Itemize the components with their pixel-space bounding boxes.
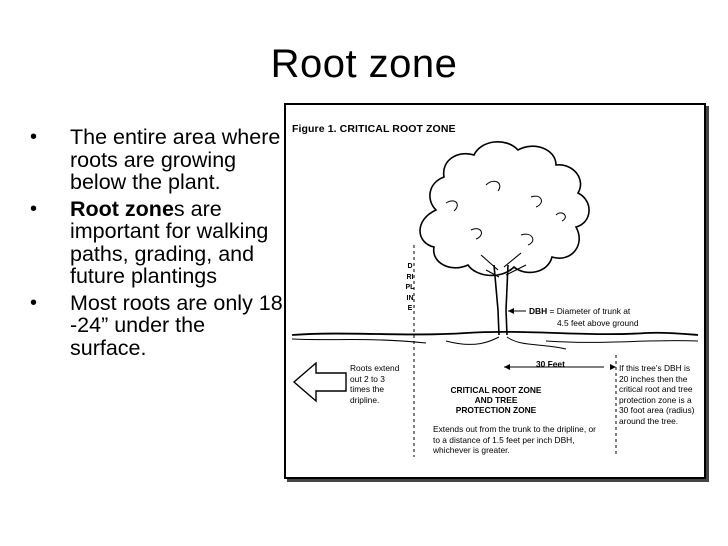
bullet-text-rest: s are important for walking paths, grading, and future plantings bbox=[70, 196, 269, 288]
bullet-text-rest: The entire area where roots are growing below the plant. bbox=[70, 125, 281, 194]
bullet-item bbox=[30, 126, 285, 194]
tree-canopy bbox=[420, 142, 589, 276]
bullet-text bbox=[70, 198, 285, 288]
bullet-text bbox=[70, 292, 285, 360]
bullet-list bbox=[30, 126, 285, 363]
figure-title: Figure 1. CRITICAL ROOT ZONE bbox=[292, 123, 456, 135]
dbh-text-1: = Diameter of trunk at bbox=[547, 306, 631, 316]
crz-title-2: AND TREE bbox=[474, 395, 518, 405]
crz-description: Extends out from the trunk to the dripline, or to a distance of 1.5 feet per inch DBH, whichever is greater. bbox=[433, 424, 596, 455]
slide-title: Root zone bbox=[270, 42, 458, 86]
bullet-glyph: • bbox=[30, 291, 38, 314]
thirty-feet-label: 30 Feet bbox=[536, 359, 565, 369]
dbh-abbr: DBH bbox=[529, 306, 548, 316]
bullet-text-rest: Most roots are only 18 -24” under the surface. bbox=[70, 290, 283, 360]
bullet-item bbox=[30, 292, 285, 360]
bullet-text bbox=[70, 126, 285, 194]
dbh-label bbox=[529, 306, 699, 317]
ground-line bbox=[292, 332, 698, 335]
bullet-item bbox=[30, 198, 285, 288]
example-text: If this tree’s DBH is 20 inches then the critical root and tree protection zone is a 30 foot area (radius) around the tree. bbox=[619, 363, 695, 426]
root-zone-figure bbox=[284, 103, 706, 479]
crz-title-3: PROTECTION ZONE bbox=[455, 405, 537, 415]
bullet-text-bold: Root zone bbox=[70, 196, 174, 221]
dbh-text-2: 4.5 feet above ground bbox=[557, 318, 639, 328]
roots-text: Roots extend out 2 to 3 times the dripline. bbox=[350, 363, 400, 405]
dripline-label: DRIPLINE bbox=[405, 263, 415, 312]
crz-title-1: CRITICAL ROOT ZONE bbox=[450, 385, 542, 395]
bullet-glyph: • bbox=[30, 197, 38, 220]
bullet-glyph: • bbox=[30, 126, 38, 148]
